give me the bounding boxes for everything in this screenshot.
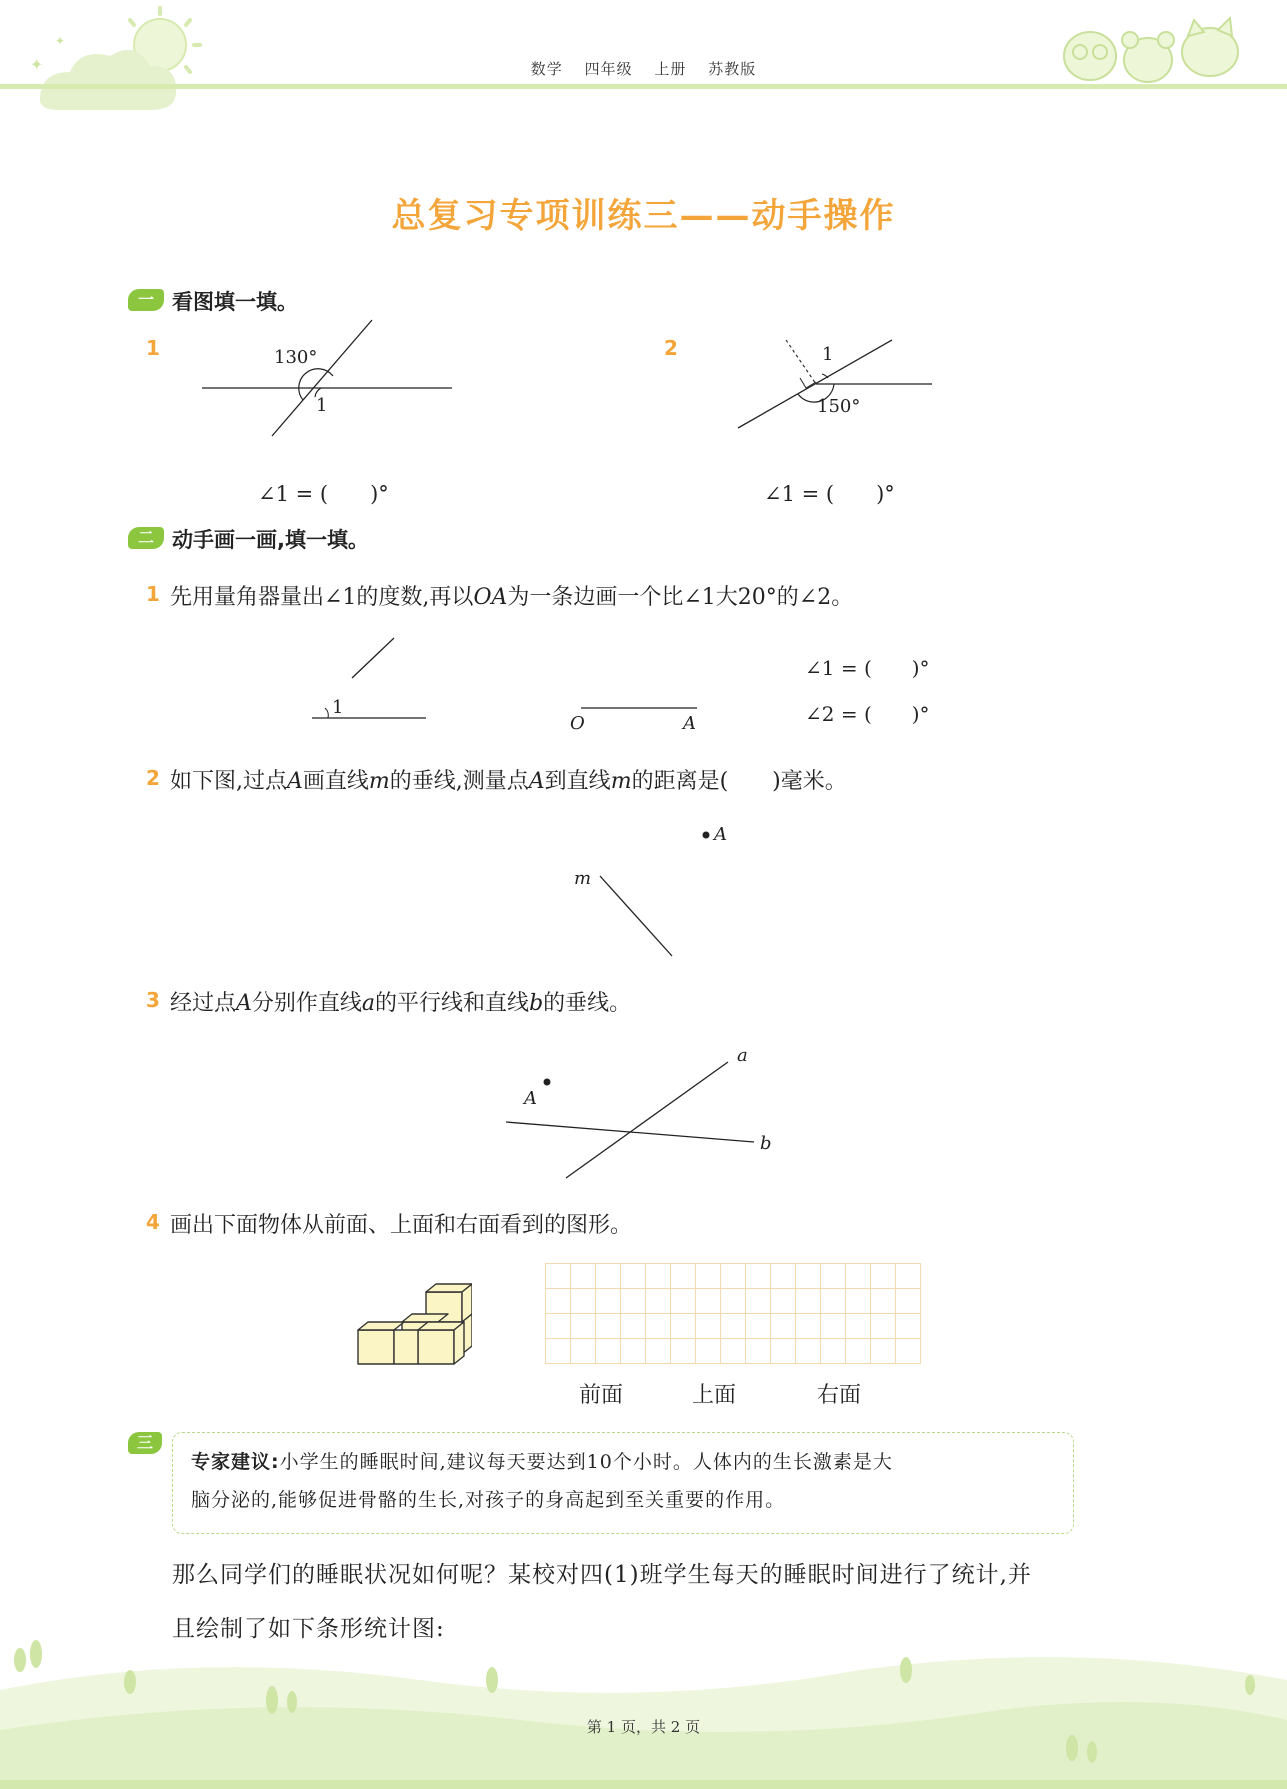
drawing-grid[interactable] [545,1263,921,1365]
question-text-part: 先用量角器量出∠1的度数,再以 [170,585,474,610]
section-heading-2: 动手画一画,填一填。 [172,528,369,552]
line-m: m [610,769,632,794]
view-label-front: 前面 [579,1383,624,1408]
question-text-part: 分别作直线 [251,991,362,1016]
section-badge-1: 一 [128,289,164,311]
point-a-label: A [714,824,727,845]
answer-blank[interactable]: ∠1 = ( )° [258,482,389,506]
header-grade: 四年级 [584,60,633,78]
view-label-right: 右面 [817,1383,862,1408]
angle-label-150: 150° [817,396,861,417]
line-a-label: a [737,1045,748,1066]
question-number: 3 [146,988,160,1012]
answer-blank[interactable]: ∠1 = ( )° [764,482,895,506]
view-label-top: 上面 [692,1383,737,1408]
point-a: A [528,769,545,794]
svg-text:✦: ✦ [30,55,44,74]
header-subject: 数学 [530,60,563,78]
line-m: m [368,769,390,794]
question-text [170,580,853,611]
angle-mark-1: 1 [822,344,834,365]
intro-line2: 且绘制了如下条形统计图: [172,1616,445,1642]
question-text-part: 如下图,过点 [170,769,287,794]
intro-line1: 那么同学们的睡眠状况如何呢？某校对四(1)班学生每天的睡眠时间进行了统计,并 [172,1562,1032,1588]
expert-tip-line2: 脑分泌的,能够促进骨骼的生长,对孩子的身高起到至关重要的作用。 [191,1489,786,1511]
angle-1-figure [300,630,440,720]
question-text-part: 到直线 [544,769,611,794]
lines-a-b-figure [500,1050,770,1190]
question-text-part: 画直线 [302,769,369,794]
page-footer: 第 1 页，共 2 页 [586,1718,701,1736]
ray-oa: OA [473,585,508,610]
problem-number: 2 [664,336,678,360]
section-badge-3: 三 [128,1432,162,1454]
header-volume: 上册 [654,60,687,78]
point-a-label: A [524,1088,537,1109]
angle-figure-1 [190,310,470,450]
question-text-part: 的平行线和直线 [375,991,530,1016]
point-a: A [287,769,303,794]
question-text-part: 的距离是( )毫米。 [631,769,847,794]
angle-mark-1: 1 [316,395,328,416]
line-b-label: b [760,1133,772,1154]
point-a-label: A [683,713,696,734]
question-text: 画出下面物体从前面、上面和右面看到的图形。 [170,1213,633,1238]
question-text [170,986,631,1017]
page-title: 总复习专项训练三——动手操作 [391,196,896,236]
expert-tip-label: 专家建议: [191,1451,280,1473]
line-m-figure [590,820,700,960]
line-a: a [361,991,376,1016]
line-m-label: m [574,868,592,889]
point-a-dot [700,829,712,841]
point-o-label: O [570,713,585,734]
angle-figure-2 [730,330,940,440]
svg-text:✦: ✦ [55,34,66,48]
cube-stack-figure [352,1282,472,1382]
question-number: 2 [146,766,160,790]
point-a: A [236,991,252,1016]
page-header [0,58,1287,79]
line-b: b [529,991,544,1016]
question-number: 4 [146,1210,160,1234]
answer-blank-angle1[interactable]: ∠1 = ( )° [805,656,930,680]
question-text-part: 的垂线。 [543,991,632,1016]
expert-tip-box [172,1432,1074,1534]
problem-number: 1 [146,336,160,360]
question-text-part: 经过点 [170,991,237,1016]
question-number: 1 [146,582,160,606]
question-text [170,764,847,795]
section-badge-2: 二 [128,527,164,549]
expert-tip-text [191,1443,893,1519]
angle-label-130: 130° [274,347,318,368]
footer-hills [0,1630,1287,1789]
header-edition: 苏教版 [708,60,757,78]
answer-blank-angle2[interactable]: ∠2 = ( )° [805,702,930,726]
angle-mark-1: 1 [332,697,344,718]
question-text-part: 的垂线,测量点 [389,769,529,794]
question-text-part: 为一条边画一个比∠1大20°的∠2。 [507,585,854,610]
section-heading-1: 看图填一填。 [172,290,298,314]
expert-tip-line1: 小学生的睡眠时间,建议每天要达到10个小时。人体内的生长激素是大 [279,1451,893,1473]
